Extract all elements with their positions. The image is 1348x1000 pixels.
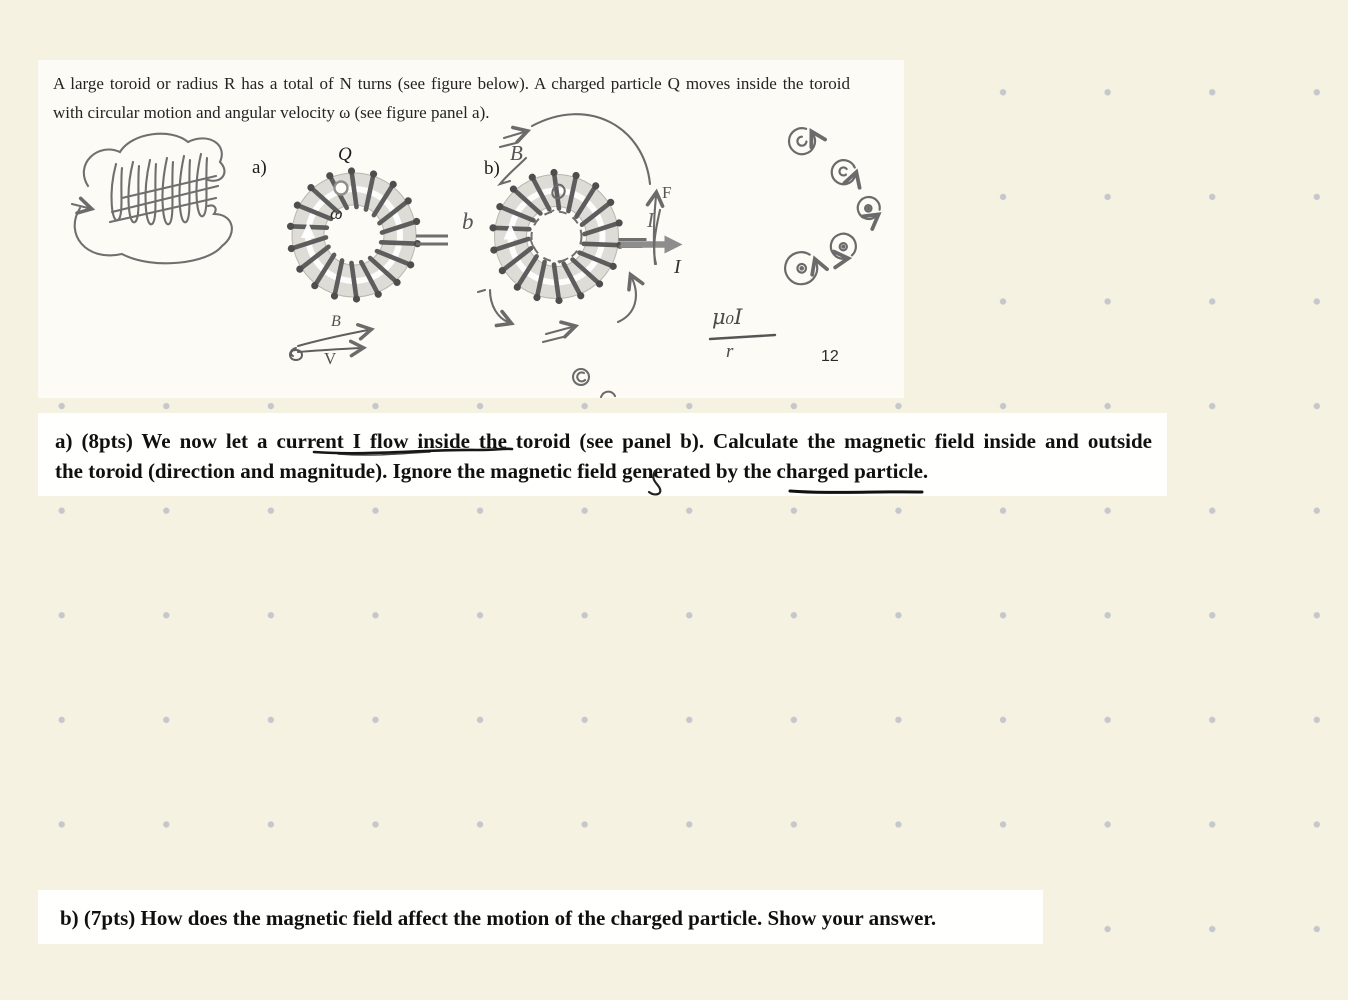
force-label: F bbox=[662, 183, 672, 202]
current-label: I bbox=[674, 256, 681, 278]
question-a-image[interactable] bbox=[38, 413, 1167, 496]
charge-label: Q bbox=[338, 144, 352, 165]
problem-figure-image[interactable] bbox=[38, 60, 904, 398]
hand-toroid-sketch bbox=[72, 134, 232, 264]
question-a-line-1: a) (8pts) We now let a current I flow inside the toroid (see panel b). Calculate the magnetic field inside and outside bbox=[55, 429, 1152, 453]
intro-line-2: with circular motion and angular velocity ω (see figure panel a). bbox=[53, 102, 490, 122]
question-b-text: b) (7pts) How does the magnetic field affect the motion of the charged particle. Show your answer. bbox=[60, 906, 937, 930]
panel-a-label: a) bbox=[252, 157, 267, 178]
formula-denominator: r bbox=[726, 341, 734, 362]
dashed-b-field-circle bbox=[532, 212, 582, 262]
current-pencil-label: I bbox=[647, 208, 654, 232]
page-number: 12 bbox=[821, 348, 839, 365]
formula-numerator: μ₀I bbox=[712, 305, 743, 329]
panel-b-label: b) bbox=[484, 158, 500, 179]
b-field-label-a: B bbox=[331, 313, 341, 330]
field-curl-doodles bbox=[780, 123, 884, 289]
formula-fraction-bar bbox=[710, 335, 775, 339]
velocity-label: V bbox=[324, 349, 337, 368]
pencil-b-note: b bbox=[462, 209, 474, 234]
b-field-label-b: B bbox=[510, 141, 523, 165]
charged-particle-dot bbox=[335, 182, 348, 195]
toroid-panel-a bbox=[286, 167, 448, 302]
intro-line-1: A large toroid or radius R has a total of N turns (see figure below). A charged particle Q moves inside the toroid bbox=[53, 74, 850, 93]
question-b-image[interactable] bbox=[38, 890, 1043, 944]
question-a-line-2: the toroid (direction and magnitude). Ignore the magnetic field generated by the charged particle. bbox=[55, 459, 929, 483]
omega-label: ω bbox=[330, 203, 343, 223]
problem-intro-text bbox=[53, 70, 850, 127]
question-a-text bbox=[55, 426, 1152, 486]
